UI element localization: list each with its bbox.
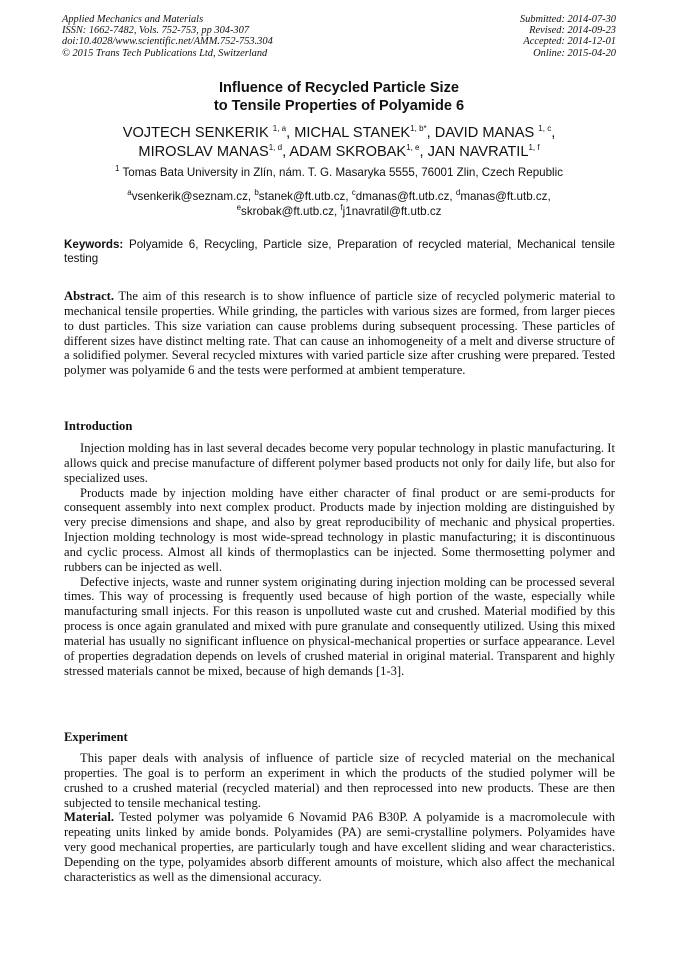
email-address[interactable]: stanek@ft.utb.cz	[258, 190, 346, 203]
experiment-section	[64, 751, 615, 885]
intro-paragraph-3: Defective injects, waste and runner system originating during injection molding can be processed several times. This way of processing is frequently used because of high portion of the waste, especially while manufacturing small injects. For this reason is unpolluted waste cut and crushed. Material modified by this process is once again granulated and mixed with pure granulate and consequently utilized. Using this mixed material has usually no significant influence on physical-mechanical properties or surface appearance. Level of properties degradation depends on levels of crushed material in original material. Transparent and highly stressed materials cannot be mixed, because of high demands [1-3].	[64, 574, 615, 678]
abstract-label: Abstract.	[64, 289, 115, 303]
email-line-1: $^a$vsenkerik@seznam.cz, $^b$stanek@ft.utb.cz, $^c$dmanas@ft.utb.cz, $^d$manas@ft.utb.cz,	[127, 188, 551, 203]
journal-name: Applied Mechanics and Materials	[62, 14, 204, 25]
publication-dates	[520, 14, 616, 59]
date-submitted: Submitted: 2014-07-30	[519, 14, 616, 25]
email-address[interactable]: manas@ft.utb.cz	[460, 190, 548, 203]
author-name: DAVID MANAS	[434, 125, 535, 141]
title-line-2: to Tensile Properties of Polyamide 6	[213, 98, 465, 114]
author-line-2: MIROSLAV MANAS$^{1, d}$, ADAM SKROBAK$^{1, e}$, JAN NAVRATIL$^{1, f}$	[138, 143, 540, 160]
introduction-section	[64, 441, 615, 679]
journal-issn: ISSN: 1662-7482, Vols. 752-753, pp 304-307	[62, 25, 250, 37]
author-name: ADAM SKROBAK	[289, 144, 407, 160]
journal-doi: doi:10.4028/www.scientific.net/AMM.752-753.304	[62, 36, 273, 48]
author-line-1: VOJTECH SENKERIK $^{1, a}$, MICHAL $STANEK^{1, b*}$, DAVID MANAS $^{1, c}$,	[122, 124, 556, 141]
email-address[interactable]: skrobak@ft.utb.cz	[241, 204, 334, 218]
author-name: MICHAL STANEK	[294, 125, 411, 141]
email-sup: c	[351, 188, 356, 198]
email-sup: a	[127, 188, 132, 198]
abstract	[64, 289, 615, 378]
affiliation	[40, 166, 638, 180]
affiliation-sup: 1	[114, 164, 120, 174]
author-sup: 1, b*	[410, 124, 427, 134]
keywords	[64, 238, 615, 267]
author-sup: 1, f	[528, 143, 540, 153]
email-address[interactable]: vsenkerik@seznam.cz	[131, 190, 248, 203]
intro-paragraph-1: Injection molding has in last several decades become very popular technology in plastic manufacturing. It allows quick and precise manufacture of different polymer based products not only for daily life, but also for specialized uses.	[64, 441, 615, 485]
affiliation-text: Tomas Bata University in Zlín, nám. T. G. Masaryka 5555, 76001 Zlin, Czech Republic	[122, 166, 563, 179]
intro-paragraph-2: Products made by injection molding have either character of final product or are semi-products for consequent assembly into next complex product. Products made by injection molding are distinguished by very precise dimensions and shape, and also by great reproducibility of mechanic and physical properties. Injection molding technology is most wide-spread technology in plastic manufacturing; it is discontinuous and cyclic process. Almost all kinds of thermoplastics can be injected. Some thermosetting polymer and rubbers can be injected as well.	[64, 485, 615, 574]
email-sup: e	[236, 202, 242, 212]
author-name: VOJTECH SENKERIK	[122, 125, 269, 141]
author-name: JAN NAVRATIL	[427, 144, 529, 160]
email-sup: f	[340, 202, 343, 212]
date-online: Online: 2015-04-20	[533, 47, 616, 59]
material-paragraph	[64, 810, 615, 884]
paper-title	[40, 79, 638, 115]
author-emails	[40, 190, 638, 219]
journal-info	[62, 14, 273, 59]
material-text: Tested polymer was polyamide 6 Novamid PA6 B30P. A polyamide is a macromolecule with repeating units linked by amide bonds. Polyamides (PA) are semi-crystalline polymers. Polyamides have very good mechanical properties, are particularly tough and have excellent sliding and wear characteristics. Depending on the type, polyamides absorb different amounts of moisture, which also affect the mechanical characteristics as well as the dimensional accuracy.	[64, 810, 616, 884]
email-address[interactable]: dmanas@ft.utb.cz	[355, 190, 450, 203]
journal-copyright: © 2015 Trans Tech Publications Ltd, Switzerland	[62, 47, 268, 59]
email-sup: b	[254, 188, 259, 198]
author-name: MIROSLAV MANAS	[138, 144, 269, 160]
date-revised: Revised: 2014-09-23	[529, 25, 616, 37]
section-heading-introduction: Introduction	[64, 419, 133, 433]
keywords-text: Polyamide 6, Recycling, Particle size, Preparation of recycled material, Mechanical tensile testing	[64, 238, 615, 266]
date-accepted: Accepted: 2014-12-01	[523, 36, 616, 48]
author-sup: 1, e	[406, 143, 420, 153]
author-list	[30, 124, 648, 162]
email-address[interactable]: j1navratil@ft.utb.cz	[342, 204, 442, 218]
material-label: Material.	[64, 810, 114, 825]
author-sup: 1, a	[272, 124, 287, 134]
abstract-text: The aim of this research is to show influence of particle size of recycled polymeric material to mechanical tensile properties. While grinding, the particles with various sizes are formed, from larger pieces to dust particles. This size variation can cause problems during subsequent processing. These particles of different sizes have distinct melting rate. That can cause an inhomogeneity of a melt and diverse structure of a solidified polymer. Several recycled mixtures with varied particle size after crushing were prepared. Tested polymer was polyamide 6 and the tests were performed at ambient temperature.	[64, 289, 615, 378]
email-sup: d	[455, 188, 461, 198]
email-line-2: $^e$skrobak@ft.utb.cz, $^f$j1navratil@ft.utb.cz	[236, 202, 442, 218]
experiment-paragraph-1: This paper deals with analysis of influence of particle size of recycled material on the mechanical properties. The goal is to perform an experiment in which the products of the studied polymer will be crushed to a crushed material (recycled material) and then reprocessed into new products. These are then subjected to tensile mechanical testing.	[64, 751, 615, 810]
title-line-1: Influence of Recycled Particle Size	[218, 80, 460, 96]
author-sup: 1, d	[268, 143, 283, 153]
author-sup: 1, c	[538, 124, 552, 134]
keywords-label: Keywords:	[64, 238, 124, 251]
section-heading-experiment: Experiment	[64, 730, 128, 744]
